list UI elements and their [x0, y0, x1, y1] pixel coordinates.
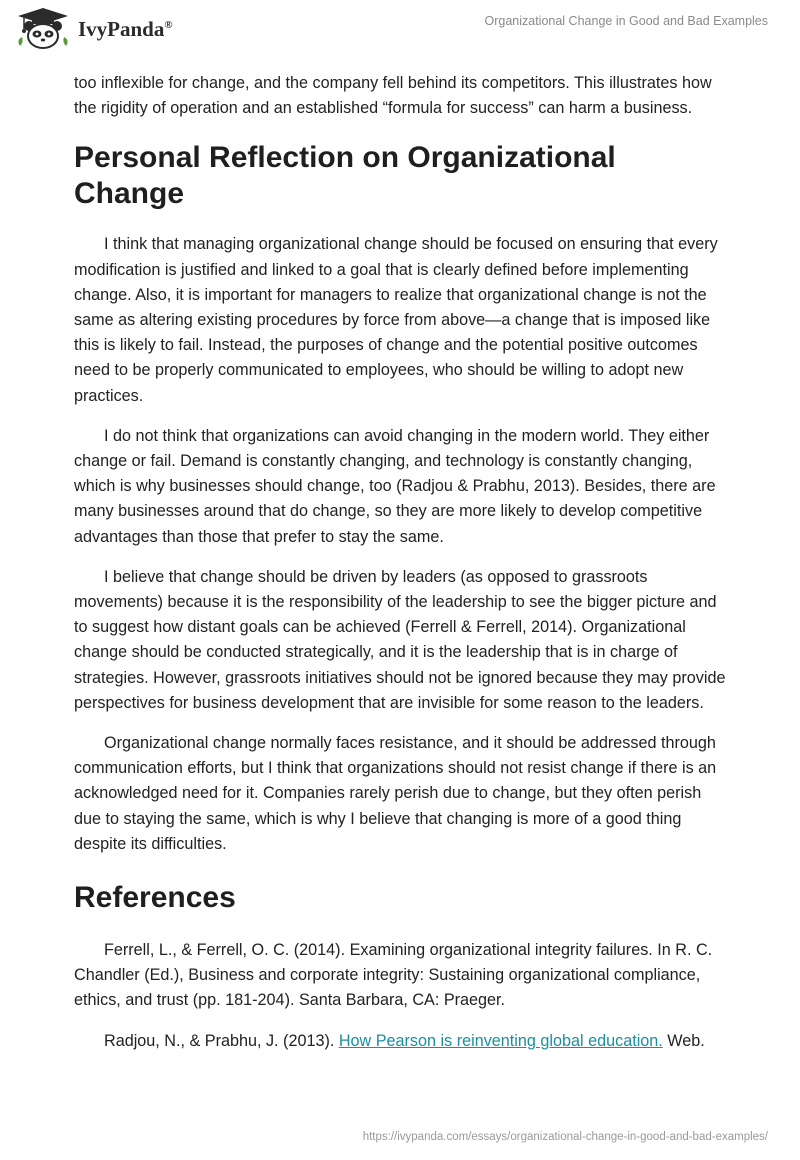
section-heading-references: References [74, 881, 236, 915]
reference-suffix: Web. [662, 1031, 705, 1050]
body-paragraph: I think that managing organizational change should be focused on ensuring that every modification is justified and linked to a goal that is clearly defined before implementing change. Also, it is important for managers to realize that organizational change is not the same as altering existing procedures by force from above—a change that is imposed like this is likely to fail. Instead, the purposes of change and the potential positive outcomes need to be properly communicated to employees, who should be willing to adopt new practices. [74, 235, 718, 405]
document-title: Organizational Change in Good and Bad Examples [484, 14, 768, 28]
reference-link[interactable]: How Pearson is reinventing global education. [338, 1031, 663, 1050]
body-paragraph: I believe that change should be driven by leaders (as opposed to grassroots movements) because it is the responsibility of the leadership to see the bigger picture and to suggest how distant goals can be achieved (Ferrell & Ferrell, 2014). Organizational change should be conducted strategically, and it is the leadership that is in charge of strategies. However, grassroots initiatives should not be ignored because they may provide perspectives for business development that are invisible for some reason to the leaders. [74, 567, 726, 712]
reference-authors: Radjou, N., & Prabhu, J. (2013). [104, 1031, 339, 1050]
reference-entry [74, 1029, 726, 1054]
panda-logo-icon [14, 6, 72, 50]
page-header [0, 0, 800, 66]
section-heading-reflection: Personal Reflection on Organizational Change [74, 141, 616, 211]
reference-entry: Ferrell, L., & Ferrell, O. C. (2014). Examining organizational integrity failures. In R. C. Chandler (Ed.), Business and corporate integrity: Sustaining organizational compliance, ethics, and trust (pp. 181-204). Santa Barbara, CA: Praeger. [74, 941, 713, 1010]
body-paragraph: I do not think that organizations can avoid changing in the modern world. They either change or fail. Demand is constantly changing, and technology is constantly changing, which is why businesses should change, too (Radjou & Prabhu, 2013). Besides, there are many businesses around that do change, so they are more likely to develop competitive advantages than those that prefer to stay the same. [74, 426, 716, 546]
intro-paragraph: too inflexible for change, and the company fell behind its competitors. This illustrates how the rigidity of operation and an established “formula for success” can harm a business. [74, 74, 712, 118]
footer-url: https://ivypanda.com/essays/organizational-change-in-good-and-bad-examples/ [362, 1131, 768, 1143]
essay-content [74, 71, 726, 1069]
body-paragraph: Organizational change normally faces resistance, and it should be addressed through communication efforts, but I think that organizations should not resist change if there is an acknowledged need for it. Companies rarely perish due to change, but they often perish due to staying the same, which is why I believe that changing is more of a good thing despite its difficulties. [74, 734, 717, 853]
logo[interactable] [14, 6, 173, 50]
brand-name: IvyPanda® [78, 16, 173, 41]
